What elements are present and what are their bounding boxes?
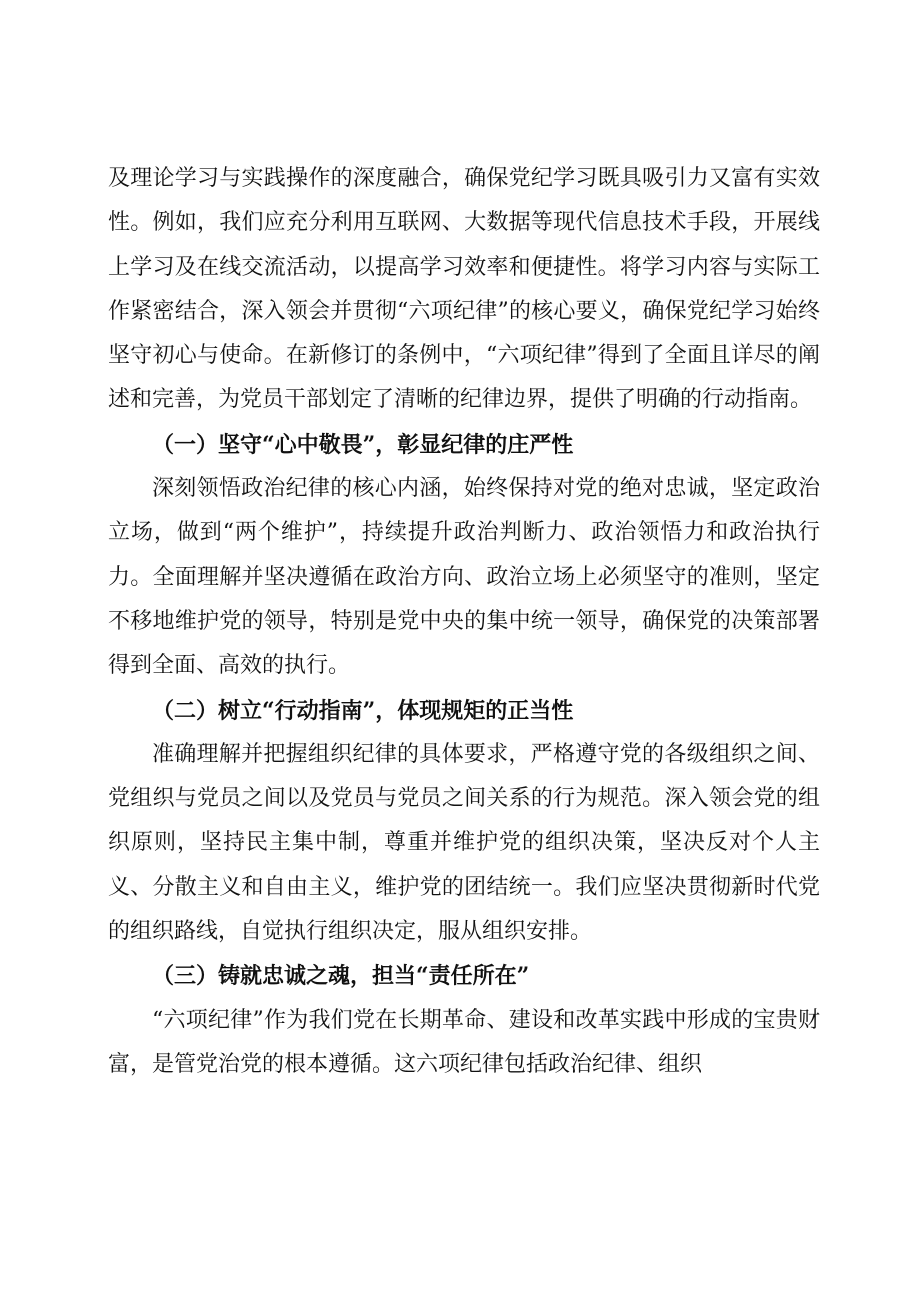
document-body	[108, 157, 820, 1087]
body-paragraph: “六项纪律”作为我们党在长期革命、建设和改革实践中形成的宝贵财富，是管党治党的根本遵循。这六项纪律包括政治纪律、组织	[108, 1007, 820, 1077]
section-heading: （一）坚守“心中敬畏”，彰显纪律的庄严性	[152, 431, 574, 458]
body-paragraph: 深刻领悟政治纪律的核心内涵，始终保持对党的绝对忠诚，坚定政治立场，做到“两个维护”，持续提升政治判断力、政治领悟力和政治执行力。全面理解并坚决遵循在政治方向、政治立场上必须坚守的准则，坚定不移地维护党的领导，特别是党中央的集中统一领导，确保党的决策部署得到全面、高效的执行。	[108, 476, 820, 679]
body-paragraph: 准确理解并把握组织纪律的具体要求，严格遵守党的各级组织之间、党组织与党员之间以及党员与党员之间关系的行为规范。深入领会党的组织原则，坚持民主集中制，尊重并维护党的组织决策，坚决反对个人主义、分散主义和自由主义，维护党的团结统一。我们应坚决贯彻新时代党的组织路线，自觉执行组织决定，服从组织安排。	[108, 741, 820, 945]
body-paragraph: 及理论学习与实践操作的深度融合，确保党纪学习既具吸引力又富有实效性。例如，我们应充分利用互联网、大数据等现代信息技术手段，开展线上学习及在线交流活动，以提高学习效率和便捷性。将学习内容与实际工作紧密结合，深入领会并贯彻“六项纪律”的核心要义，确保党纪学习始终坚守初心与使命。在新修订的条例中，“六项纪律”得到了全面且详尽的阐述和完善，为党员干部划定了清晰的纪律边界，提供了明确的行动指南。	[108, 166, 820, 413]
section-heading: （三）铸就忠诚之魂，担当“责任所在”	[152, 963, 530, 990]
section-heading: （二）树立“行动指南”，体现规矩的正当性	[152, 697, 574, 724]
